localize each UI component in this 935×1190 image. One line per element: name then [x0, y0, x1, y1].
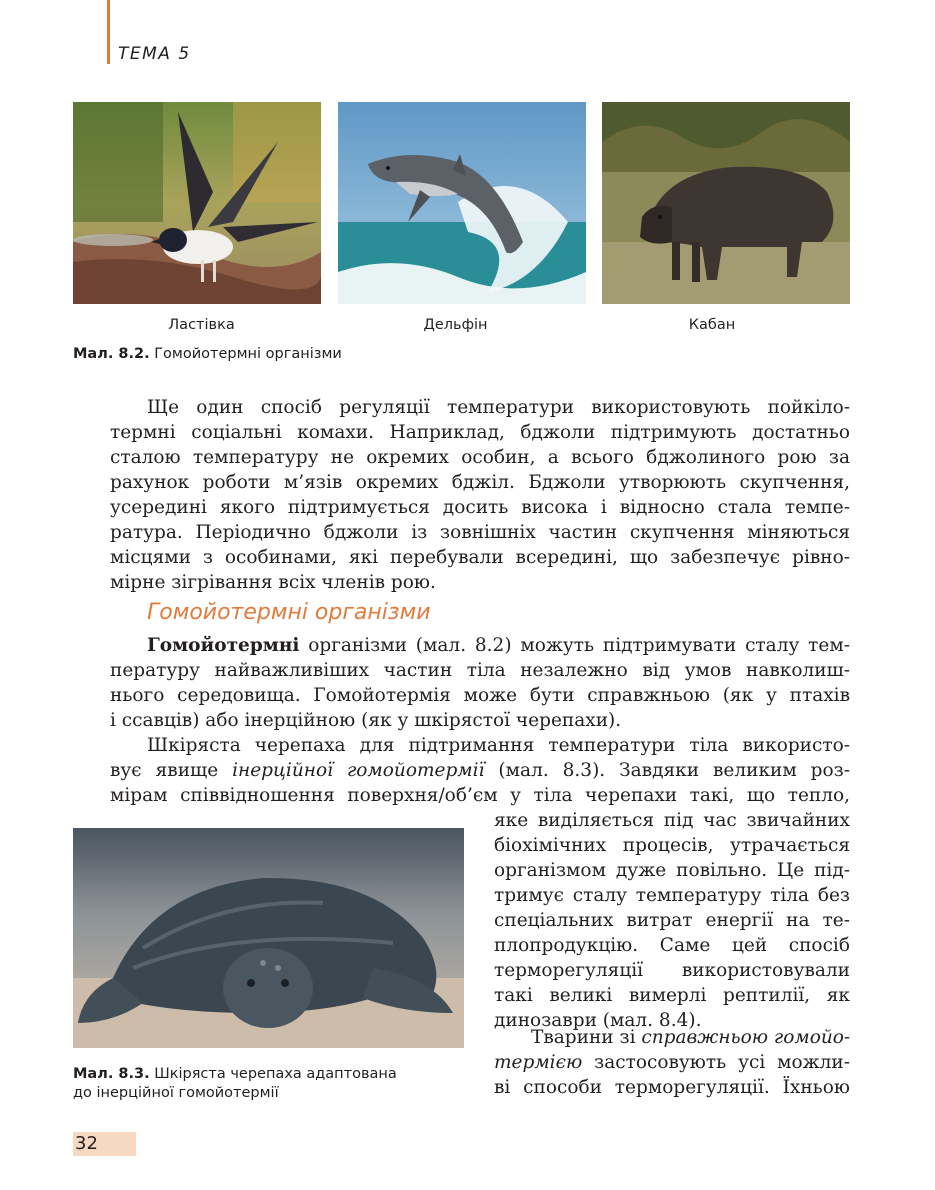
italic-term: інерційної гомойотермії: [232, 760, 485, 781]
text-span: вує явище: [110, 760, 233, 781]
text-line: Ще один спосіб регуляції температури використовують пойкіло-: [147, 397, 850, 418]
paragraph-true-homeothermy: [494, 1025, 850, 1100]
figure-8-2-caption: [73, 345, 342, 364]
paragraph-homeotherms: [110, 633, 850, 733]
page-number: 32: [73, 1132, 136, 1156]
text-line: Шкіряста черепаха для підтримання температури тіла використо-: [147, 735, 850, 756]
section-heading: Гомойотермні організми: [147, 600, 431, 625]
topic-label: ТЕМА 5: [118, 44, 191, 64]
text-line: терморегуляції використовували: [494, 960, 850, 981]
paragraph-turtle-continued: [494, 808, 850, 1033]
text-line: [494, 1050, 850, 1075]
text-line: біохімічних процесів, утрачається: [494, 835, 850, 856]
text-line: яке виділяється під час звичайних: [494, 810, 850, 831]
text-line: спеціальних витрат енергії на те-: [494, 910, 850, 931]
text-span: застосовують усі можли-: [582, 1052, 850, 1073]
text-line: динозаври (мал. 8.4).: [494, 1010, 702, 1031]
paragraph-bees: [110, 395, 850, 595]
text-line: рахунок роботи м’язів окремих бджіл. Бджоли утворюють скупчення,: [110, 472, 850, 493]
text-line: організмом дуже повільно. Це під-: [494, 860, 850, 881]
swallow-photo: [73, 102, 321, 304]
text-line: нього середовища. Гомойотермія може бути справжньою (як у птахів: [110, 685, 850, 706]
paragraph-turtle: [110, 733, 850, 808]
italic-term: справжньою гомойо-: [641, 1027, 851, 1048]
dolphin-photo: [338, 102, 586, 304]
figure-8-3-label: Мал. 8.3.: [73, 1066, 150, 1082]
text-line: мірам співвідношення поверхня/об’єм у тіла черепахи такі, що тепло,: [110, 785, 850, 806]
text-span: Тварини зі: [531, 1027, 642, 1048]
dolphin-caption: Дельфін: [423, 317, 488, 333]
italic-term: термією: [494, 1052, 583, 1073]
text-line: сталою температуру не окремих особин, а всього бджолиного рою за: [110, 447, 850, 468]
figure-8-3-text: Шкіряста черепаха адаптована: [149, 1066, 397, 1082]
figure-8-2-label: Мал. 8.2.: [73, 346, 150, 362]
boar-photo: [602, 102, 850, 304]
text-line: [110, 633, 850, 658]
text-line: мірне зігрівання всіх членів рою.: [110, 572, 436, 593]
bold-term: Гомойотермні: [147, 635, 300, 656]
text-span: організми (мал. 8.2) можуть підтримувати сталу тем-: [299, 635, 850, 656]
figure-8-3-caption: [73, 1065, 397, 1103]
text-line: ратура. Періодично бджоли із зовнішніх частин скупчення міняються: [110, 522, 850, 543]
text-line: місцями з особинами, які перебували всередині, що забезпечує рівно-: [110, 547, 850, 568]
text-line: [110, 758, 850, 783]
text-span: (мал. 8.3). Завдяки великим роз-: [484, 760, 850, 781]
text-line: плопродукцію. Саме цей спосіб: [494, 935, 850, 956]
boar-caption: Кабан: [688, 317, 736, 333]
figure-8-3-text-line2: до інерційної гомойотермії: [73, 1085, 279, 1101]
text-line: ві способи терморегуляції. Їхньою: [494, 1077, 850, 1098]
text-line: термні соціальні комахи. Наприклад, бджоли підтримують достатньо: [110, 422, 850, 443]
text-line: і ссавців) або інерційною (як у шкірястої черепахи).: [110, 710, 622, 731]
topic-accent-bar: [107, 0, 110, 64]
text-line: пературу найважливіших частин тіла незалежно від умов навколиш-: [110, 660, 850, 681]
text-line: такі великі вимерлі рептилії, як: [494, 985, 850, 1006]
text-line: [494, 1025, 850, 1050]
text-line: усередині якого підтримується досить висока і відносно стала темпе-: [110, 497, 850, 518]
figure-8-2-text: Гомойотермні організми: [149, 346, 342, 362]
swallow-caption: Ластівка: [168, 317, 235, 333]
leatherback-turtle-photo: [73, 828, 464, 1048]
text-line: тримує сталу температуру тіла без: [494, 885, 850, 906]
